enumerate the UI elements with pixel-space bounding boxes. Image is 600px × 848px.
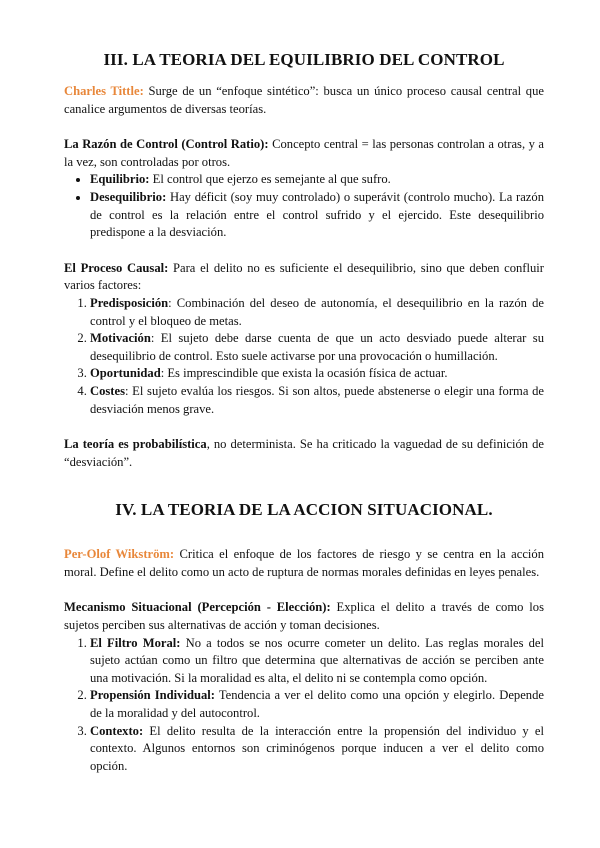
factor-item: 2. Motivación: El sujeto debe darse cuenta de que un acto desviado puede alterar su desequilibrio de control. Esto suele activarse por una provocación o humillación.	[90, 330, 544, 365]
ratio-bullet-list	[64, 171, 544, 241]
mechanism-label: Mecanismo Situacional (Percepción - Elección):	[64, 600, 331, 615]
control-ratio-paragraph: La Razón de Control (Control Ratio): Concepto central = las personas controlan a otras, y a la vez, son controladas por otros.	[64, 137, 544, 169]
mechanism-list	[64, 635, 544, 776]
author-name-wikstrom: Per-Olof Wikström:	[64, 547, 175, 562]
author-name-tittle: Charles Tittle:	[64, 84, 144, 98]
factors-list	[64, 295, 544, 418]
tittle-intro: Charles Tittle: Surge de un “enfoque sintético”: busca un único proceso causal central que canalice argumentos de diversas teorías.	[64, 84, 544, 116]
factor-item: 1. Predisposición: Combinación del deseo de autonomía, el desequilibrio en la razón de control y el bloqueo de metas.	[90, 295, 544, 330]
control-ratio-label: La Razón de Control (Control Ratio):	[64, 137, 269, 152]
factor-item: 4. Costes: El sujeto evalúa los riesgos. Si son altos, puede abstenerse o elegir una forma de desviación menos grave.	[90, 383, 544, 418]
section-4-title: IV. LA TEORIA DE LA ACCION SITUACIONAL.	[115, 500, 493, 520]
wikstrom-intro: Per-Olof Wikström: Critica el enfoque de los factores de riesgo y se centra en la acción moral. Define el delito como un acto de ruptura de normas morales definidas en leyes penales.	[64, 547, 545, 579]
mechanism-item: 2. Propensión Individual: Tendencia a ver el delito como una opción y elegirlo. Depende de la moralidad y del autocontrol.	[90, 687, 544, 722]
bullet-equilibrio: • Equilibrio: El control que ejerzo es semejante al que sufro.	[90, 171, 544, 189]
factor-item: 3. Oportunidad: Es imprescindible que exista la ocasión física de actuar.	[90, 365, 544, 383]
section-3-title: III. LA TEORIA DEL EQUILIBRIO DEL CONTROL	[103, 50, 505, 69]
mechanism-item: 1. El Filtro Moral: No a todos se nos ocurre cometer un delito. Las reglas morales del sujeto actúan como un filtro que determina que alternativas de acción se perciben ante una motivación. Si la moralidad es alta, el delito ni se contempla como opción.	[90, 635, 544, 688]
mechanism-paragraph: Mecanismo Situacional (Percepción - Elección): Explica el delito a través de como los sujetos perciben sus alternativas de acción y toman decisiones.	[64, 600, 544, 633]
probabilistic-paragraph: La teoría es probabilística, no determinista. Se ha criticado la vaguedad de su definición de “desviación”.	[64, 437, 545, 469]
bullet-desequilibrio: • Desequilibrio: Hay déficit (soy muy controlado) o superávit (controlo mucho). La razón de control es la relación entre el control sufrido y el ejercido. Este desequilibrio predispone a la desviación.	[90, 189, 544, 242]
causal-process-paragraph: El Proceso Causal: Para el delito no es suficiente el desequilibrio, sino que deben confluir varios factores:	[64, 260, 544, 293]
mechanism-item: 3. Contexto: El delito resulta de la interacción entre la propensión del individuo y el contexto. Algunos entornos son criminógenos porque inducen a ver el delito como opción.	[90, 723, 544, 776]
causal-process-label: El Proceso Causal:	[64, 260, 169, 275]
